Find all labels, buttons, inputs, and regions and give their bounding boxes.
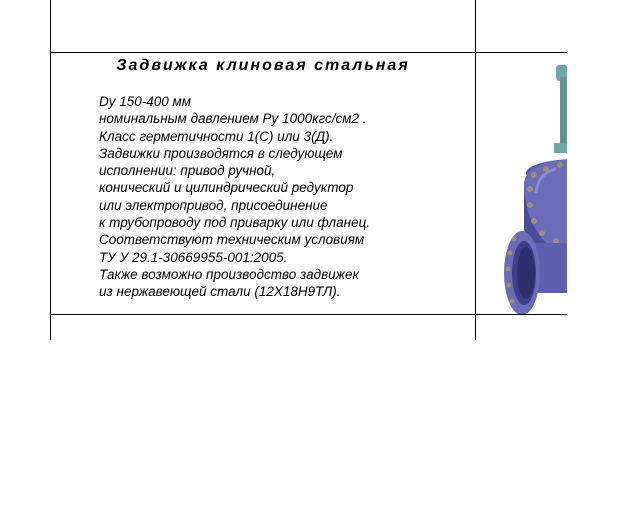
product-title: Задвижка клиновая стальная bbox=[116, 57, 410, 74]
description-line: Dy 150-400 мм bbox=[99, 94, 192, 109]
description-line: исполнении: привод ручной, bbox=[99, 163, 276, 179]
description-line: к трубопроводу под приварку или фланец. bbox=[99, 215, 371, 231]
table-left-border bbox=[50, 0, 51, 340]
table-row-bottom-border bbox=[50, 314, 567, 315]
description-line: Задвижки производятся в следующем bbox=[99, 145, 343, 161]
description-line: конический и цилиндрический редуктор bbox=[99, 180, 354, 196]
description-line: Класс герметичности 1(С) или 3(Д). bbox=[99, 128, 334, 144]
description-line: ТУ У 29.1-30669955-001:2005. bbox=[99, 249, 288, 265]
gate-valve-icon bbox=[476, 53, 567, 314]
description-line: Также возможно производство задвижек bbox=[99, 266, 359, 282]
description-line: или электропривод, присоединение bbox=[99, 197, 328, 213]
gate-valve-image bbox=[476, 53, 567, 314]
description-line: номинальным давлением Py 1000кгс/см2 . bbox=[99, 111, 367, 127]
description-line: из нержавеющей стали (12Х18Н9ТЛ). bbox=[99, 284, 341, 300]
description-line: Соответствуют техническим условиям bbox=[99, 232, 365, 248]
product-description bbox=[99, 93, 471, 301]
